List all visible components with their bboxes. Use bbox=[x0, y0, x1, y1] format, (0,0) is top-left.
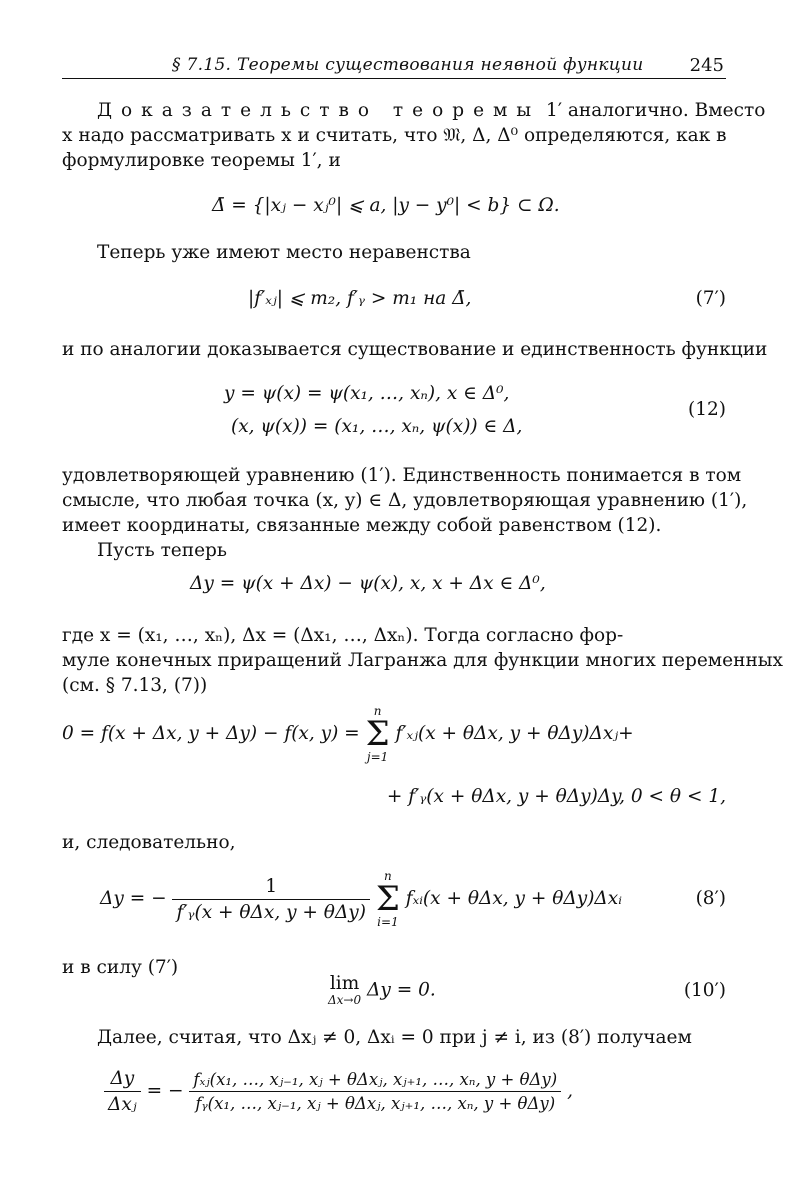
equation-delta-closure: Δ̄ = {|xⱼ − xⱼ⁰| ⩽ a, |y − y⁰| < b} ⊂ Ω. bbox=[212, 195, 560, 216]
ratio-left-numerator: Δy bbox=[104, 1068, 141, 1092]
equation-10 bbox=[328, 975, 436, 1006]
eq8-fraction bbox=[172, 876, 370, 923]
paragraph-8: и в силу (7′) bbox=[62, 957, 179, 978]
paragraph-1-line-1 bbox=[97, 98, 766, 123]
eq8-numerator: 1 bbox=[172, 876, 370, 900]
running-header bbox=[62, 52, 726, 79]
equation-12-number: (12) bbox=[688, 399, 726, 420]
paragraph-4-line-2: смысле, что любая точка (x, y) ∈ Δ, удовлетворяющая уравнению (1′), bbox=[62, 490, 748, 511]
equation-partial-ratio bbox=[104, 1068, 573, 1115]
paragraph-9: Далее, считая, что Δxⱼ ≠ 0, Δxᵢ = 0 при j ≠ i, из (8′) получаем bbox=[97, 1027, 692, 1048]
paragraph-6-line-1: где x = (x₁, …, xₙ), Δx = (Δx₁, …, Δxₙ). Тогда согласно фор- bbox=[62, 625, 624, 646]
eq8-left: Δy = − bbox=[100, 888, 167, 909]
paragraph-1-line-1-rest: 1′ аналогично. Вместо bbox=[546, 100, 766, 121]
equation-7-number: (7′) bbox=[695, 288, 726, 309]
equation-12-line-2: (x, ψ(x)) = (x₁, …, xₙ, ψ(x)) ∈ Δ, bbox=[231, 416, 523, 437]
equation-12-line-1: y = ψ(x) = ψ(x₁, …, xₙ), x ∈ Δ⁰, bbox=[224, 383, 510, 404]
sum-over-j bbox=[366, 705, 390, 763]
lim-subscript: Δx→0 bbox=[328, 992, 362, 1007]
paragraph-7: и, следовательно, bbox=[62, 832, 236, 853]
paragraph-2: Теперь уже имеют место неравенства bbox=[97, 242, 471, 263]
proof-heading: Доказательство теоремы bbox=[97, 100, 541, 121]
paragraph-1-line-2: x надо рассматривать x и считать, что 𝔐, Δ, Δ⁰ определяются, как в bbox=[62, 125, 727, 146]
paragraph-1-line-3: формулировке теоремы 1′, и bbox=[62, 150, 341, 171]
equation-lagrange-line-1 bbox=[62, 705, 634, 763]
sum-lower-limit-j: j=1 bbox=[366, 750, 389, 764]
ratio-right-numerator: fₓⱼ(x₁, …, xⱼ₋₁, xⱼ + θΔxⱼ, xⱼ₊₁, …, xₙ, y + θΔy) bbox=[189, 1070, 561, 1092]
equation-7: |f′ₓⱼ| ⩽ m₂, f′ᵧ > m₁ на Δ̄, bbox=[248, 288, 472, 309]
paragraph-6-line-3: (см. § 7.13, (7)) bbox=[62, 675, 208, 696]
sum-upper-limit-i: n bbox=[384, 869, 392, 883]
ratio-comma: , bbox=[567, 1080, 573, 1102]
paragraph-4-line-3: имеет координаты, связанные между собой равенством (12). bbox=[62, 515, 662, 536]
paragraph-4-line-1: удовлетворяющей уравнению (1′). Единственность понимается в том bbox=[62, 465, 742, 486]
eq10-rest: Δy = 0. bbox=[367, 979, 436, 1001]
sigma-symbol: Σ bbox=[365, 714, 390, 754]
equation-8-number: (8′) bbox=[695, 888, 726, 909]
eq8-right: fₓᵢ(x + θΔx, y + θΔy)Δxᵢ bbox=[405, 888, 622, 909]
lim-word: lim bbox=[329, 973, 360, 994]
eq8-denominator: f′ᵧ(x + θΔx, y + θΔy) bbox=[176, 901, 366, 923]
sum-upper-limit: n bbox=[373, 704, 382, 718]
section-title: § 7.15. Теоремы существования неявной функции bbox=[172, 55, 644, 75]
equation-8 bbox=[100, 870, 622, 928]
page-number: 245 bbox=[689, 55, 724, 76]
ratio-equals-minus: = − bbox=[146, 1080, 184, 1102]
ratio-left-denominator: Δxⱼ bbox=[108, 1094, 137, 1115]
lagrange-right: f′ₓⱼ(x + θΔx, y + θΔy)Δxⱼ+ bbox=[395, 723, 634, 744]
sum-lower-limit-i: i=1 bbox=[377, 915, 399, 929]
limit-operator bbox=[328, 975, 361, 1006]
ratio-right-fraction bbox=[189, 1070, 561, 1113]
paragraph-3: и по аналогии доказывается существование и единственность функции bbox=[62, 339, 768, 360]
ratio-left-fraction bbox=[104, 1068, 141, 1115]
lagrange-left: 0 = f(x + Δx, y + Δy) − f(x, y) = bbox=[62, 723, 360, 744]
sum-over-i bbox=[376, 870, 400, 928]
paragraph-6-line-2: муле конечных приращений Лагранжа для функции многих переменных bbox=[62, 650, 783, 671]
paragraph-5: Пусть теперь bbox=[97, 540, 227, 561]
equation-lagrange-line-2: + f′ᵧ(x + θΔx, y + θΔy)Δy, 0 < θ < 1, bbox=[386, 786, 726, 807]
equation-delta-y: Δy = ψ(x + Δx) − ψ(x), x, x + Δx ∈ Δ⁰, bbox=[190, 573, 546, 594]
sigma-symbol-i: Σ bbox=[375, 879, 400, 919]
equation-10-number: (10′) bbox=[683, 980, 726, 1001]
ratio-right-denominator: fᵧ(x₁, …, xⱼ₋₁, xⱼ + θΔxⱼ, xⱼ₊₁, …, xₙ, y + θΔy) bbox=[195, 1094, 556, 1113]
